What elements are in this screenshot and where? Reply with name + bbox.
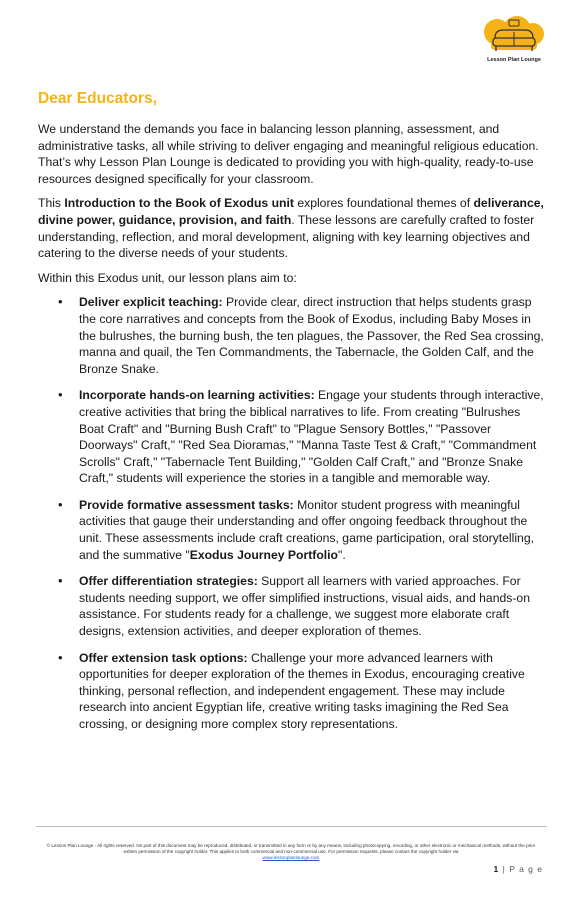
aim-title: Provide formative assessment tasks: bbox=[79, 497, 294, 512]
aim-text: Support all learners with varied approaches. For students needing support, we offer simplified instructions, visual aids, and hands-on assistance. For students ready for a challenge, we suggest more elaborate craft designs, extension activities, and deeper exploration of themes. bbox=[79, 574, 530, 639]
unit-themes: deliverance, divine power, guidance, provision, and faith bbox=[38, 196, 544, 227]
aim-text: Monitor student progress with meaningful activities that gauge their understanding and offer ongoing feedback throughout the unit. These assessments include craft creations, game participation, oral storytelling, and the summative " bbox=[79, 497, 534, 562]
page-label: P a g e bbox=[509, 864, 543, 874]
unit-text-post: . These lessons are carefully crafted to foster understanding, reflection, and moral development, aligning with key learning objectives and catering to the diverse needs of your students. bbox=[38, 212, 535, 261]
aim-text: Engage your students through interactive, creative activities that bring the biblical narratives to life. From creating "Bulrushes Boat Craft" and "Burning Bush Craft" to "Plague Sensory Bottles," "Passover Doorways" Craft," "Red Sea Dioramas," "Manna Taste Test & Craft," "Commandment Scrolls" Craft," "Tabernacle Tent Building," "Golden Calf Craft," and "Bronze Snake Craft," students will experience the stories in a tangible and memorable way. bbox=[79, 388, 544, 486]
aim-text-tail: ". bbox=[338, 547, 346, 562]
aims-intro: Within this Exodus unit, our lesson plans aim to: bbox=[38, 270, 297, 285]
copyright-notice: © Lesson Plan Lounge - All rights reserved. No part of this document may be reproduced, distributed, or transmitted in any form or by any means, including photocopying, recording, or other electronic or mechanical methods, without the prior written permission of the copyright holder. This applies to both commercial and non-commercial use. For permission requests, please contact the copyright holder via bbox=[46, 843, 536, 854]
unit-title: Introduction to the Book of Exodus unit bbox=[64, 196, 294, 211]
letter-body bbox=[38, 121, 546, 743]
intro-paragraph: We understand the demands you face in balancing lesson planning, assessment, and administrative tasks, all while striving to deliver engaging and meaningful religious education. That’s why Lesson Plan Lounge is dedicated to providing you with high-quality, ready-to-use resources designed specifically for your classroom. bbox=[38, 122, 539, 186]
unit-text-pre: This bbox=[38, 196, 65, 211]
unit-text-mid: explores foundational themes of bbox=[293, 196, 474, 211]
letter-heading: Dear Educators, bbox=[38, 90, 157, 107]
logo bbox=[478, 16, 550, 63]
aim-title: Incorporate hands-on learning activities: bbox=[79, 388, 315, 403]
unit-paragraph bbox=[38, 195, 546, 261]
brand-name: Lesson Plan Lounge bbox=[487, 57, 541, 63]
list-item bbox=[38, 294, 546, 377]
aim-title: Deliver explicit teaching: bbox=[79, 295, 223, 310]
website-link[interactable]: www.lessonplanlounge.com bbox=[262, 855, 320, 860]
aim-title: Offer extension task options: bbox=[79, 650, 248, 665]
page-number-value: 1 bbox=[493, 864, 500, 874]
aim-title: Offer differentiation strategies: bbox=[79, 574, 258, 589]
page-number: 1 | P a g e bbox=[493, 864, 543, 874]
list-item bbox=[38, 650, 546, 733]
list-item bbox=[38, 497, 546, 563]
portfolio-title: Exodus Journey Portfolio bbox=[189, 547, 338, 562]
sofa-logo-icon bbox=[483, 16, 545, 56]
aim-text: Challenge your more advanced learners with opportunities for deeper exploration of the themes in Exodus, encouraging creative thinking, personal reflection, and independent engagement. These may include research into ancient Egyptian life, creative writing tasks imagining the Red Sea crossing, or designing more complex story representations. bbox=[79, 650, 525, 731]
footer bbox=[40, 843, 542, 861]
aims-list bbox=[38, 294, 546, 732]
list-item bbox=[38, 573, 546, 639]
list-item bbox=[38, 387, 546, 487]
aim-text: Provide clear, direct instruction that helps students grasp the core narratives and concepts from the Book of Exodus, including Baby Moses in the bulrushes, the burning bush, the ten plagues, the Passover, the Red Sea crossing, manna and quail, the Ten Commandments, the Tabernacle, the Golden Calf, and the Bronze Snake. bbox=[79, 295, 544, 376]
footer-divider bbox=[36, 826, 547, 827]
